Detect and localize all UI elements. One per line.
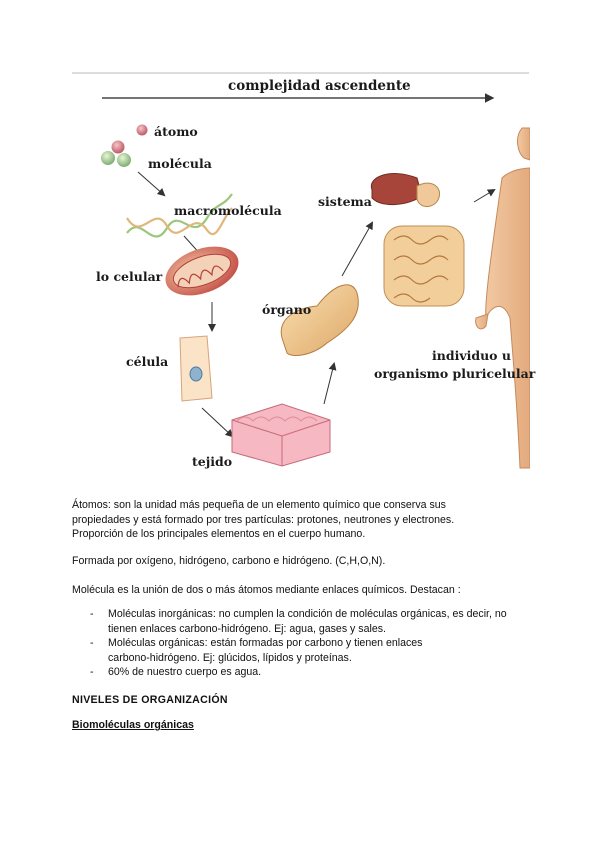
text-line: propiedades y está formado por tres partículas: protones, neutrones y electrones. [72, 513, 455, 526]
list-item [90, 636, 535, 665]
paragraph-molecule: Molécula es la unión de dos o más átomos mediante enlaces químicos. Destacan : [72, 584, 461, 596]
list-dash: - [90, 666, 94, 679]
molecule-type-list [90, 607, 535, 680]
atom-icon [137, 125, 148, 136]
complexity-title: complejidad ascendente [228, 78, 411, 94]
text-line: Moléculas orgánicas: están formadas por carbono y tienen enlaces [108, 637, 423, 650]
tissue-icon [232, 404, 330, 466]
molecule-icon [101, 141, 131, 168]
text-line: Átomos: son la unidad más pequeña de un elemento químico que conserva sus [72, 499, 446, 511]
label-tissue: tejido [192, 454, 233, 469]
list-item [90, 607, 535, 636]
mitochondria-icon [159, 237, 245, 304]
label-individual-2: organismo pluricelular [374, 366, 536, 381]
cell-icon [180, 336, 212, 401]
stomach-icon [281, 285, 358, 356]
label-macromolecule: macromolécula [174, 203, 282, 218]
label-atom: átomo [154, 124, 198, 139]
human-body-icon [476, 128, 530, 468]
organization-levels-figure [72, 68, 536, 478]
section-heading: NIVELES DE ORGANIZACIÓN [72, 694, 228, 706]
label-system: sistema [318, 194, 372, 209]
list-dash: - [90, 637, 94, 650]
label-molecule: molécula [148, 156, 212, 171]
list-item [90, 665, 535, 680]
text-line: 60% de nuestro cuerpo es agua. [108, 666, 262, 679]
label-individual-1: individuo u [432, 348, 511, 363]
paragraph-atoms [72, 498, 454, 542]
paragraph-composition: Formada por oxígeno, hidrógeno, carbono e hidrógeno. (C,H,O,N). [72, 555, 386, 567]
list-dash: - [90, 608, 94, 620]
label-cell: célula [126, 354, 169, 369]
label-cellular: lo celular [96, 269, 163, 284]
text-line: Moléculas inorgánicas: no cumplen la condición de moléculas orgánicas, es decir, no [108, 608, 507, 620]
text-line: carbono-hidrógeno. Ej: glúcidos, lípidos y proteínas. [108, 651, 352, 664]
text-line: Proporción de los principales elementos en el cuerpo humano. [72, 528, 366, 541]
text-line: tienen enlaces carbono-hidrógeno. Ej: agua, gases y sales. [108, 622, 386, 635]
label-organ: órgano [262, 302, 312, 317]
digestive-system-icon [371, 174, 464, 306]
section-subheading: Biomoléculas orgánicas [72, 719, 194, 731]
